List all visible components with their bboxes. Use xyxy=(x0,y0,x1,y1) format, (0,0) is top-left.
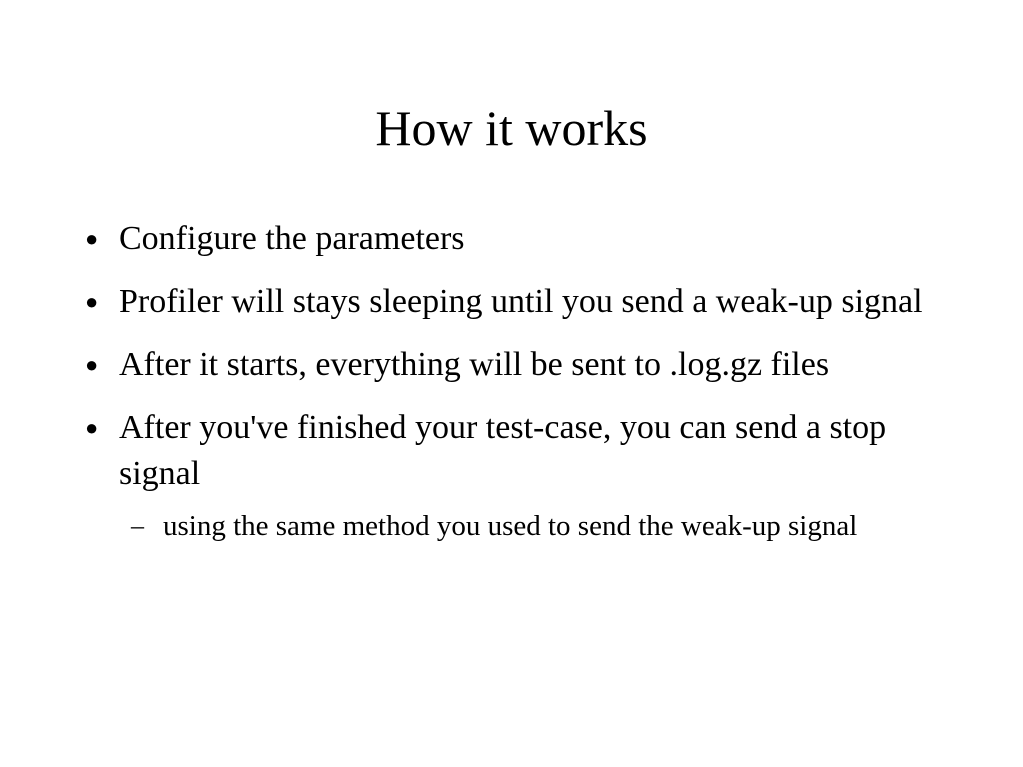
bullet-text: After it starts, everything will be sent to .log.gz files xyxy=(119,346,830,383)
dash-icon: – xyxy=(131,511,144,540)
bullet-text: After you've finished your test-case, you can send a stop signal xyxy=(119,409,887,492)
bullet-list xyxy=(0,216,1023,546)
bullet-item xyxy=(0,342,1023,388)
bullet-item xyxy=(0,279,1023,325)
slide-title: How it works xyxy=(375,100,648,156)
bullet-dot-icon: ● xyxy=(85,415,99,440)
sub-bullet-item xyxy=(0,506,1023,546)
sub-bullet-container xyxy=(0,506,1023,546)
bullet-text: Profiler will stays sleeping until you send a weak-up signal xyxy=(119,283,923,320)
sub-bullet-list xyxy=(0,506,1023,546)
sub-bullet-text: using the same method you used to send the weak-up signal xyxy=(163,510,858,542)
bullet-item xyxy=(0,405,1023,497)
bullet-text: Configure the parameters xyxy=(119,220,465,257)
bullet-dot-icon: ● xyxy=(85,289,99,314)
bullet-dot-icon: ● xyxy=(85,226,99,251)
bullet-dot-icon: ● xyxy=(85,352,99,377)
bullet-item xyxy=(0,216,1023,262)
